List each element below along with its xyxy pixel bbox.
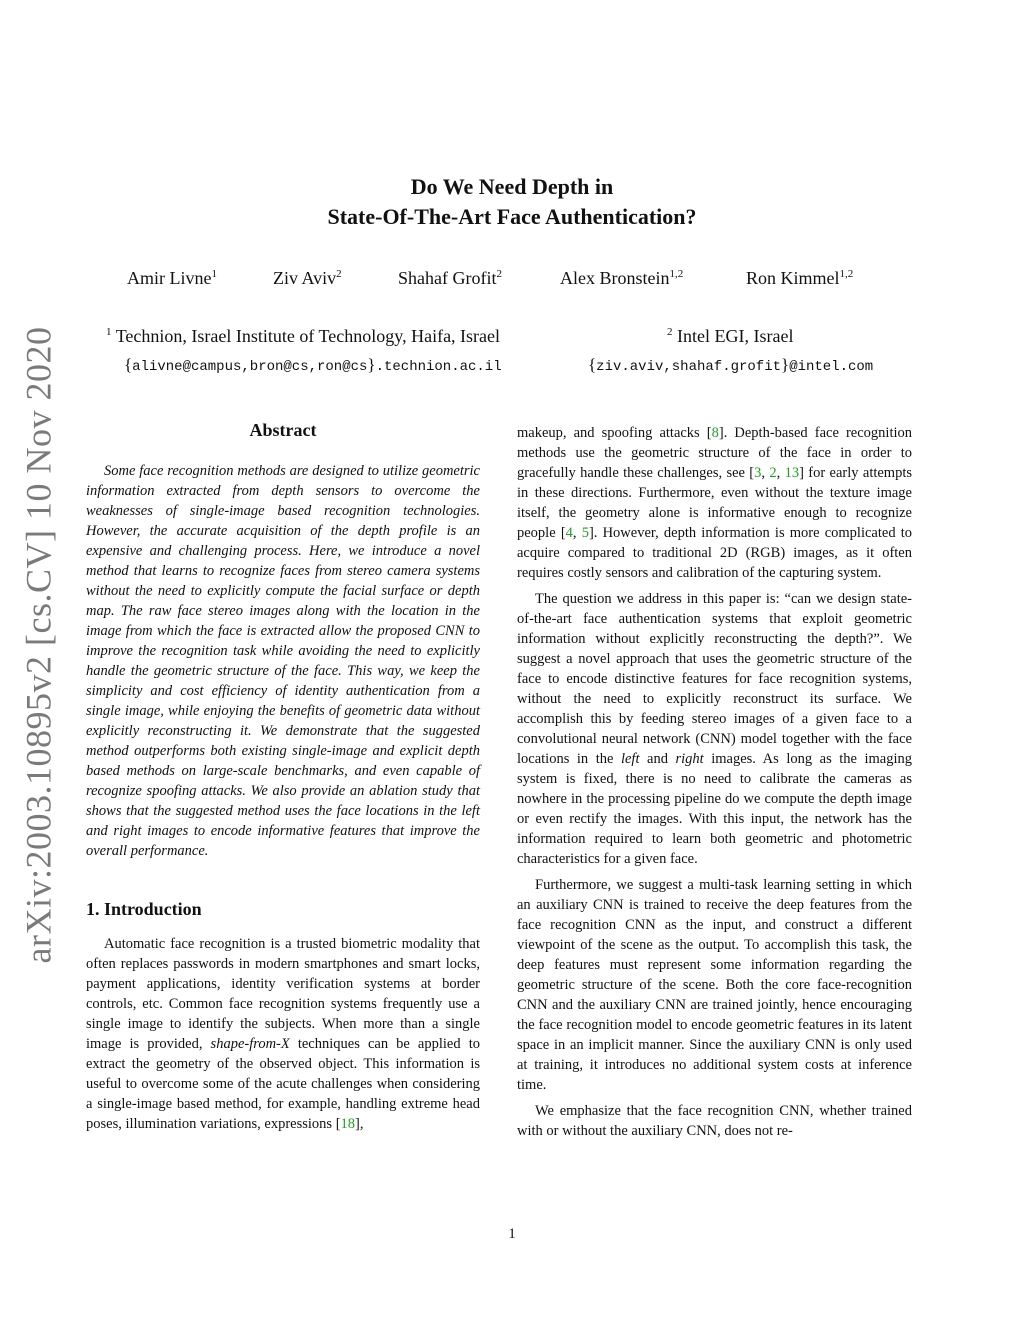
author-name: Ziv Aviv	[273, 268, 337, 288]
left-column	[86, 420, 480, 1140]
author-affiliation-mark: 2	[496, 268, 502, 280]
author-name: Shahaf Grofit	[398, 268, 497, 288]
text-run-trim: ]. Depth-based face recognition methods use the geometric structure of the face in order to gracefully handle these challenges, see [	[517, 425, 912, 481]
citation-link[interactable]: 4	[565, 525, 573, 541]
citation-link[interactable]: 5	[581, 525, 589, 541]
text-run: Automatic face recognition is a trusted biometric modality that often replaces passwords in modern smartphones and smart locks, payment applications, identity verification systems at border controls, etc. Common face recognition systems frequently use a single image to identify the subjects. When more than a single image is provided,	[86, 936, 480, 1052]
affiliation-name: Intel EGI, Israel	[677, 326, 794, 346]
email-brace-close: }	[367, 355, 376, 374]
text-run: ]. However, depth information is more complicated to acquire compared to traditional 2D (RGB) images, as it often requires costly sensors and calibration of the capturing system.	[517, 525, 913, 581]
text-run: techniques can be applied to extract the geometry of the observed object. This information is useful to overcome some of the acute challenges when considering a single-image based method, for example, handling extreme head poses, illumination variations, expressions [	[86, 1036, 480, 1132]
citation-link[interactable]: 13	[784, 465, 800, 481]
introduction-paragraph-3: Furthermore, we suggest a multi-task learning setting in which an auxiliary CNN is trained to receive the deep features from the face recognition CNN as the input, and construct a different viewpoint of the scene as the output. To accomplish this task, the deep features must represent some information regarding the geometric structure of the scene. Both the core face-recognition CNN and the auxiliary CNN are trained jointly, hence encouraging the face recognition model to encode geometric features in its latent space in an implicit manner. Since the auxiliary CNN is only used at training, it introduces no additional system costs at inference time.	[517, 877, 912, 1093]
arxiv-identifier-text: arXiv:2003.10895v2 [cs.CV] 10 Nov 2020	[18, 326, 59, 964]
paper-title-line-2: State-Of-The-Art Face Authentication?	[327, 204, 697, 229]
emphasis-shape-from-x: shape-from-X	[210, 1036, 290, 1052]
abstract-heading: Abstract	[249, 420, 317, 440]
affiliation-mark: 1	[106, 326, 112, 338]
text-run: images. As long as the imaging system is fixed, there is no need to calibrate the cameras as nowhere in the processing pipeline do we compute the depth image or even rectify the images. With this input, the network has the information required to learn both geometric and photometric characteristics for a given face.	[517, 751, 913, 867]
text-run: ,	[776, 465, 785, 481]
text-run: ,	[761, 465, 770, 481]
affiliation-1-email	[124, 355, 502, 375]
right-column	[517, 423, 912, 1147]
paper-title-line-1: Do We Need Depth in	[410, 174, 614, 199]
emphasis-left: left	[620, 751, 640, 767]
author-name: Ron Kimmel	[746, 268, 840, 288]
author-affiliation-mark: 1	[211, 268, 217, 280]
email-brace-open: {	[588, 355, 597, 374]
author-affiliation-mark: 2	[336, 268, 342, 280]
text-run: ] for early attempts in these directions. Furthermore, even without the texture image itself, the geometry alone is informative enough to recognize people [	[517, 465, 913, 541]
email-users: ziv.aviv,shahaf.grofit	[596, 359, 782, 375]
text-run: and	[639, 751, 676, 767]
email-users: alivne@campus,bron@cs,ron@cs	[132, 359, 368, 375]
introduction-paragraph-1	[86, 934, 480, 1134]
text-run: ,	[572, 525, 582, 541]
paper-title	[0, 172, 1024, 232]
abstract-text: Some face recognition methods are designed to utilize geometric information extracted from depth sensors to overcome the weaknesses of single-image based recognition technologies. However, the accurate acquisition of the depth profile is an expensive and challenging process. Here, we introduce a novel method that learns to recognize faces from stereo camera systems without the need to explicitly compute the facial surface or depth map. The raw face stereo images along with the location in the image from which the face is extracted allow the proposed CNN to improve the recognition task while avoiding the need to explicitly handle the geometric structure of the face. This way, we keep the simplicity and cost efficiency of identity authentication from a single image, while enjoying the benefits of geometric data without explicitly reconstructing it. We demonstrate that the suggested method outperforms both existing single-image and explicit depth based methods on large-scale benchmarks, and even capable of recognize spoofing attacks. We also provide an ablation study that shows that the suggested method uses the face locations in the left and right images to encode informative features that improve the overall performance.	[86, 463, 480, 859]
author-4	[560, 268, 683, 289]
author-name: Amir Livne	[127, 268, 212, 288]
introduction-heading: 1. Introduction	[86, 899, 202, 919]
citation-link[interactable]: 3	[754, 465, 762, 481]
text-run: The question we address in this paper is: “can we design state-of-the-art face authentication systems that exploit geometric information without explicitly reconstructing the depth?”. We suggest a novel approach that uses the geometric structure of the face to encode distinctive features for face recognition systems, without the need to explicitly reconstruct its surface. We accomplish this by feeding stereo images of a given face to a convolutional neural network (CNN) model together with the face locations in the	[517, 591, 912, 767]
email-brace-open: {	[124, 355, 133, 374]
text-run: makeup, and spoofing attacks [	[517, 425, 712, 441]
email-brace-close: }	[781, 355, 790, 374]
page-number: 1	[508, 1226, 516, 1242]
author-5	[746, 268, 853, 289]
affiliation-name: Technion, Israel Institute of Technology, Haifa, Israel	[115, 326, 501, 346]
citation-link[interactable]: 8	[711, 425, 719, 441]
author-affiliation-mark: 1,2	[839, 268, 854, 280]
author-2	[273, 268, 342, 289]
arxiv-identifier-stamp	[12, 326, 64, 964]
author-list	[0, 268, 1024, 298]
author-3	[398, 268, 502, 289]
citation-link[interactable]: 18	[340, 1116, 356, 1132]
affiliation-mark: 2	[667, 326, 673, 338]
emphasis-right: right	[675, 751, 704, 767]
author-name: Alex Bronstein	[560, 268, 670, 288]
author-1	[127, 268, 217, 289]
affiliation-1	[106, 326, 500, 347]
affiliation-2-email	[588, 355, 873, 375]
introduction-paragraph-4: We emphasize that the face recognition CNN, whether trained with or without the auxiliary CNN, does not re-	[517, 1103, 912, 1139]
citation-link[interactable]: 2	[769, 465, 777, 481]
email-domain: @intel.com	[789, 359, 874, 375]
text-run: ],	[355, 1116, 364, 1132]
email-domain: .technion.ac.il	[375, 359, 502, 375]
introduction-paragraph-2	[517, 589, 912, 869]
author-affiliation-mark: 1,2	[669, 268, 684, 280]
affiliation-2	[667, 326, 793, 347]
introduction-paragraph-1-continued	[517, 423, 912, 583]
